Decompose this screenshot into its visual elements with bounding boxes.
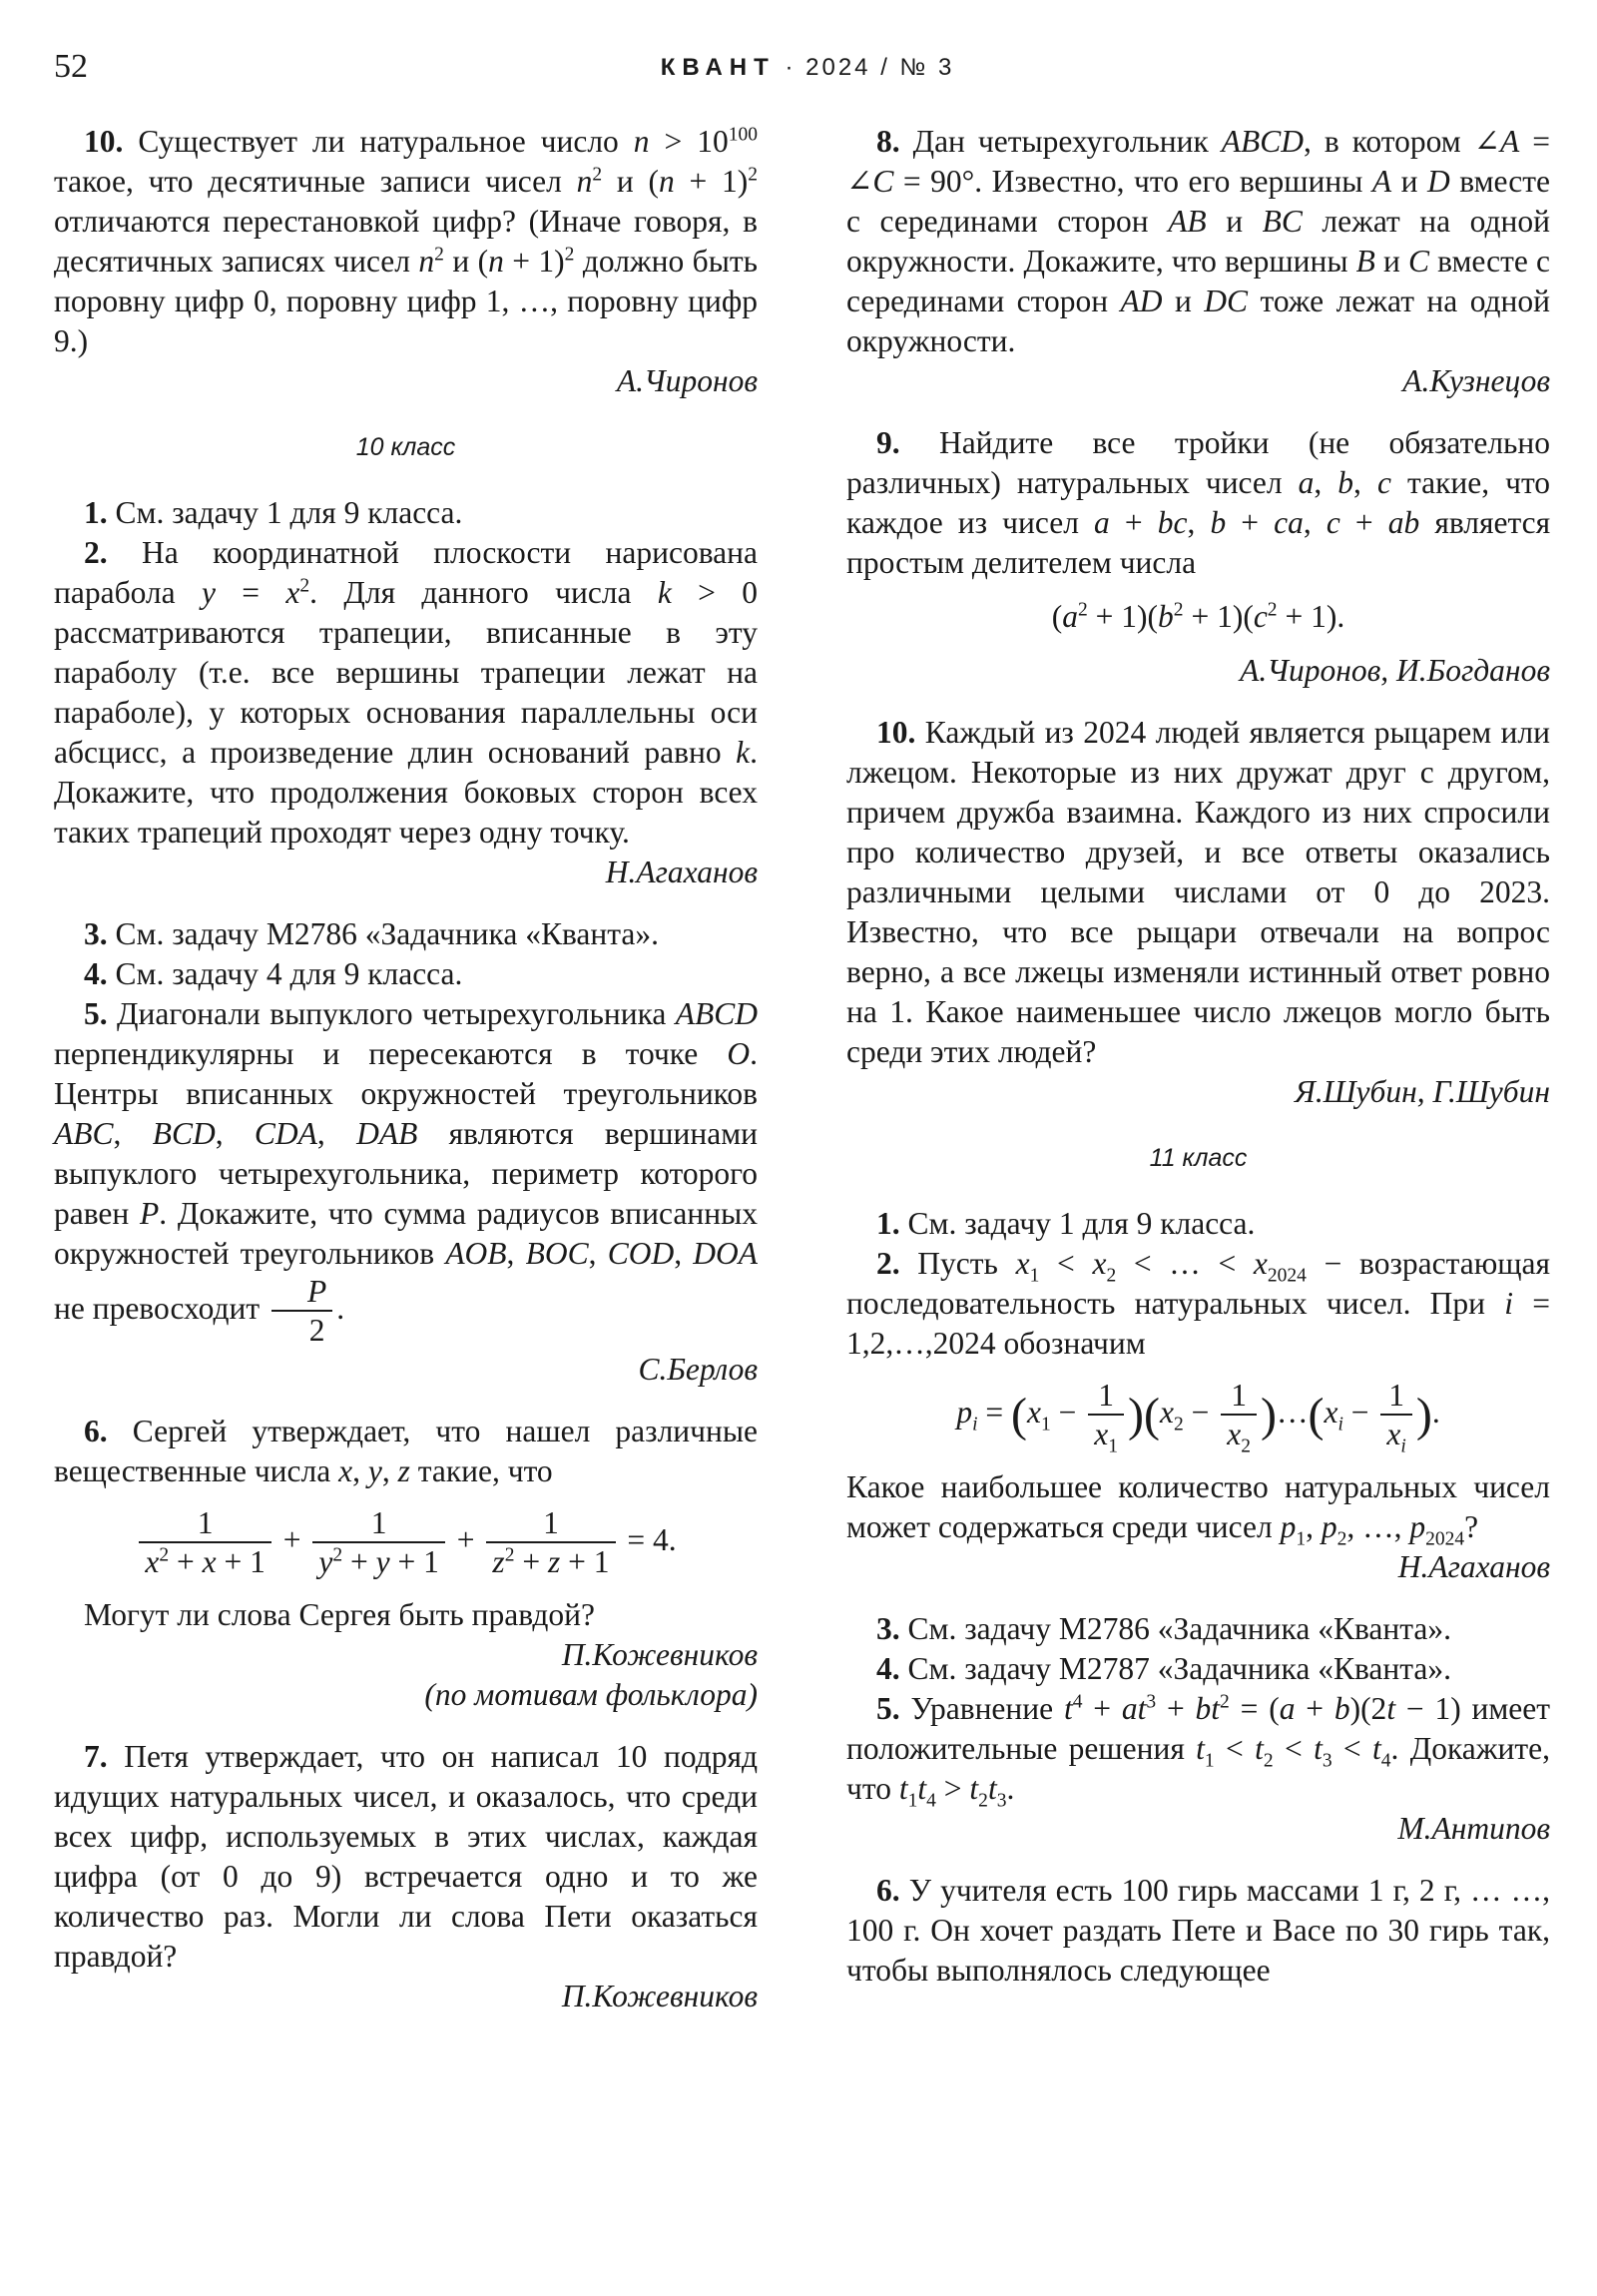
page-header [54, 48, 1561, 98]
problem-10-10: 10. Каждый из 2024 людей является рыцарем или лжецом. Некоторые из них дружат друг с другом, причем дружба взаимна. Каждого из них спросили про количество друзей, и все ответы оказались различными целыми числами от 0 до 2023. Известно, что все рыцари отвечали на вопрос верно, а все лжецы изменяли истинный ответ ровно на 1. Какое наименьшее число лжецов могло быть среди этих людей? [846, 715, 1550, 1069]
problem-9-10: 10. Существует ли натуральное число $n > 10^{100}$ такое, что десятичные записи чисел $n^2$ и $(n + 1)^2$ отличаются перестановкой цифр? (Иначе говоря, в десятичных записях чисел $n^2$ и $(n + 1)^2$ должно быть поровну цифр 0, поровну цифр 1, …, поровну цифр 9.) [54, 124, 759, 358]
problem-11-6: 6. У учителя есть 100 гирь массами 1 г, 2 г, … …, 100 г. Он хочет раздать Пете и Васе по 30 гирь так, чтобы выполнялось следующее [846, 1873, 1551, 1988]
formula-block: $\frac{1}{x^2 + x + 1}$ + $\frac{1}{y^2 + y + 1}$ + $\frac{1}{z^2 + z + 1}$ = 4. [54, 1505, 758, 1581]
problem-11-2: 2. Пусть $x_1 < x_2$ < … < $x_{2024}$ − возрастающая последовательность натуральных чисел. При i = 1,2,…,2024 обозначим [846, 1246, 1550, 1361]
author-note: (по мотивам фольклора) [424, 1677, 758, 1712]
problem-10-4: 4. См. задачу 4 для 9 класса. [84, 956, 463, 991]
grade-heading: 11 класс [1149, 1144, 1248, 1172]
problem-10-3: 3. См. задачу М2786 «Задачника «Кванта». [84, 916, 660, 951]
problem-text: должно быть поровну цифр 0, поровну цифр 1, …, поровну цифр 9.) [54, 244, 759, 358]
problem-10-5: 5. Диагонали выпуклого четырехугольника ABCD перпендикулярны и пересекаются в точке O. Центры вписанных окружностей треугольников ABC, BCD, CDA, DAB являются вершинами выпуклого четырехугольника, периметр которого равен P. Докажите, что сумма радиусов вписанных окружностей треугольников AOB, BOC, COD, DOA не превосходит $\frac{P}{2}$ . [54, 996, 759, 1348]
problem-text: такое, что десятичные записи чисел [54, 164, 562, 199]
page-number: 52 [54, 48, 88, 85]
author: М.Антипов [1397, 1811, 1550, 1846]
issue-label: 2024 / № 3 [805, 54, 955, 81]
author: П.Кожевников [561, 1637, 758, 1672]
problem-11-5: 5. Уравнение $t^4 + at^3 + bt^2 = (a + b)(2t - 1)$ имеет положительные решения $t_1 < t_2 < t_3 < t_4$. Докажите, что $t_1t_4 > t_2t_3$. [846, 1691, 1551, 1812]
author: А.Кузнецов [1402, 363, 1550, 398]
problem-10-2: 2. На координатной плоскости нарисована парабола $y = x^2$. Для данного числа k > 0 рассматриваются трапеции, вписанные в эту параболу (т.е. все вершины трапеции лежат на параболе), у которых основания параллельны оси абсцисс, а произведение длин оснований равно k. Докажите, что продолжения боковых сторон всех таких трапеций проходят через одну точку. [54, 535, 759, 850]
problem-11-4: 4. См. задачу М2787 «Задачника «Кванта». [876, 1651, 1452, 1686]
problem-11-1: 1. См. задачу 1 для 9 класса. [876, 1206, 1256, 1241]
left-column [54, 122, 758, 2016]
problem-10-7: 7. Петя утверждает, что он написал 10 подряд идущих натуральных чисел, и оказалось, что среди всех цифр, используемых в этих числах, каждая цифра (от 0 до 9) встречается одно и то же количество раз. Могли ли слова Пети оказаться правдой? [54, 1739, 759, 1974]
formula-block: $p_i = (x_1$ − $\frac{1}{x_1}$ )($x_2$ − $\frac{1}{x_2}$ )$\dots(x_i$ − $\frac{1}{x_i}$ ). [956, 1378, 1440, 1457]
author: Н.Агаханов [605, 855, 758, 889]
problem-10-1: 1. См. задачу 1 для 9 класса. [84, 495, 463, 530]
author: Н.Агаханов [1397, 1549, 1550, 1584]
problem-text: Существует ли натуральное число [138, 124, 619, 159]
problem-10-9: 9. Найдите все тройки (не обязательно различных) натуральных чисел a, b, c такие, что каждое из чисел a + bc, b + ca, c + ab является простым делителем числа [846, 425, 1551, 580]
problem-text: отличаются перестановкой цифр? (Иначе говоря, в десятичных записях чисел [54, 204, 758, 279]
author: П.Кожевников [561, 1979, 758, 2013]
grade-heading: 10 класс [355, 433, 456, 461]
author: А.Чиронов, И.Богданов [1240, 653, 1550, 688]
problem-10-8: 8. Дан четырехугольник ABCD, в котором ∠A = ∠C = 90°. Известно, что его вершины A и D вместе с серединами сторон AB и BC лежат на одной окружности. Докажите, что вершины B и C вместе с серединами сторон AD и DC тоже лежат на одной окружности. [846, 124, 1551, 358]
problem-number: 10. [84, 124, 124, 159]
right-column [846, 122, 1550, 1991]
problem-11-3: 3. См. задачу М2786 «Задачника «Кванта». [876, 1611, 1452, 1646]
problem-10-6: 6. Сергей утверждает, что нашел различные вещественные числа x, y, z такие, что [54, 1414, 759, 1488]
problem-text: Какое наибольшее количество натуральных чисел может содержаться среди чисел $p_1$, $p_2$, …, $p_{2024}$? [846, 1469, 1550, 1550]
formula-block: $(a^2 + 1)(b^2 + 1)(c^2 + 1)$. [1051, 599, 1345, 634]
author: Я.Шубин, Г.Шубин [1295, 1074, 1550, 1109]
author: С.Берлов [638, 1352, 758, 1387]
author: А.Чиронов [616, 363, 758, 398]
problem-text: Могут ли слова Сергея быть правдой? [84, 1597, 595, 1632]
running-head [54, 54, 1561, 82]
head-separator: · [785, 54, 797, 81]
journal-title: КВАНТ [660, 54, 776, 81]
formula: n [633, 124, 650, 159]
